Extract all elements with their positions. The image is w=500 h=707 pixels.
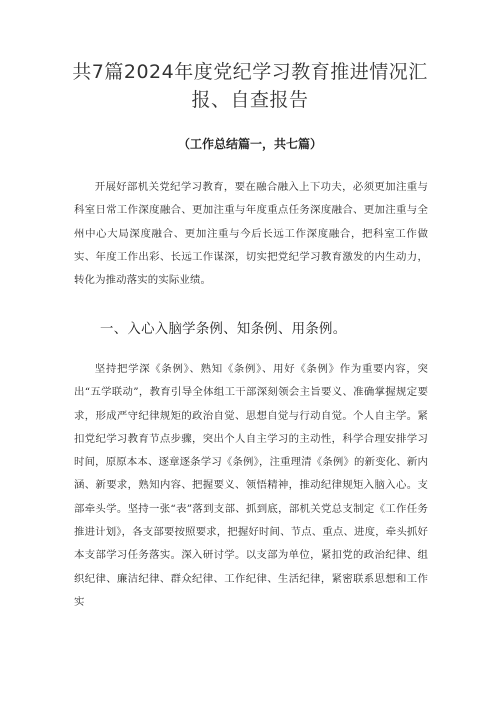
document-subtitle: （工作总结篇一，共七篇） — [177, 137, 322, 151]
document-title: 共7篇2024年度党纪学习教育推进情况汇报、自查报告 — [72, 61, 428, 111]
section-heading: 一、入心入脑学条例、知条例、用条例。 — [100, 322, 347, 337]
body-paragraph: 坚持把学深《条例》、熟知《条例》、用好《条例》作为重要内容，突出“五学联动”，教育引导全体组工干部深刻领会主旨要义、准确掌握规定要求，形成严守纪律规矩的政治自觉、思想自觉与行动自觉。个人自主学。紧扣党纪学习教育节点步骤，突出个人自主学习的主动性，科学合理安排学习时间，原原本本、逐章逐条学习《条例》，注重理清《条例》的新变化、新内涵、新要求，熟知内容、把握要义、领悟精神，推动纪律规矩入脑入心。支部牵头学。坚持一张“表”落到支部、抓到底，部机关党总支制定《工作任务推进计划》，各支部要按照要求，把握好时间、节点、重点、进度，牵头抓好本支部学习任务落实。深入研讨学。以支部为单位，紧扣党的政治纪律、组织纪律、廉洁纪律、群众纪律、工作纪律、生活纪律，紧密联系思想和工作实 — [74, 363, 428, 608]
intro-paragraph: 开展好部机关党纪学习教育，要在融合融入上下功夫，必须更加注重与科室日常工作深度融合、更加注重与年度重点任务深度融合、更加注重与全州中心大局深度融合、更加注重与今后长远工作深度融合，把科室工作做实、年度工作出彩、长远工作谋深，切实把党纪学习教育激发的内生动力，转化为推动落实的实际业绩。 — [74, 181, 428, 287]
